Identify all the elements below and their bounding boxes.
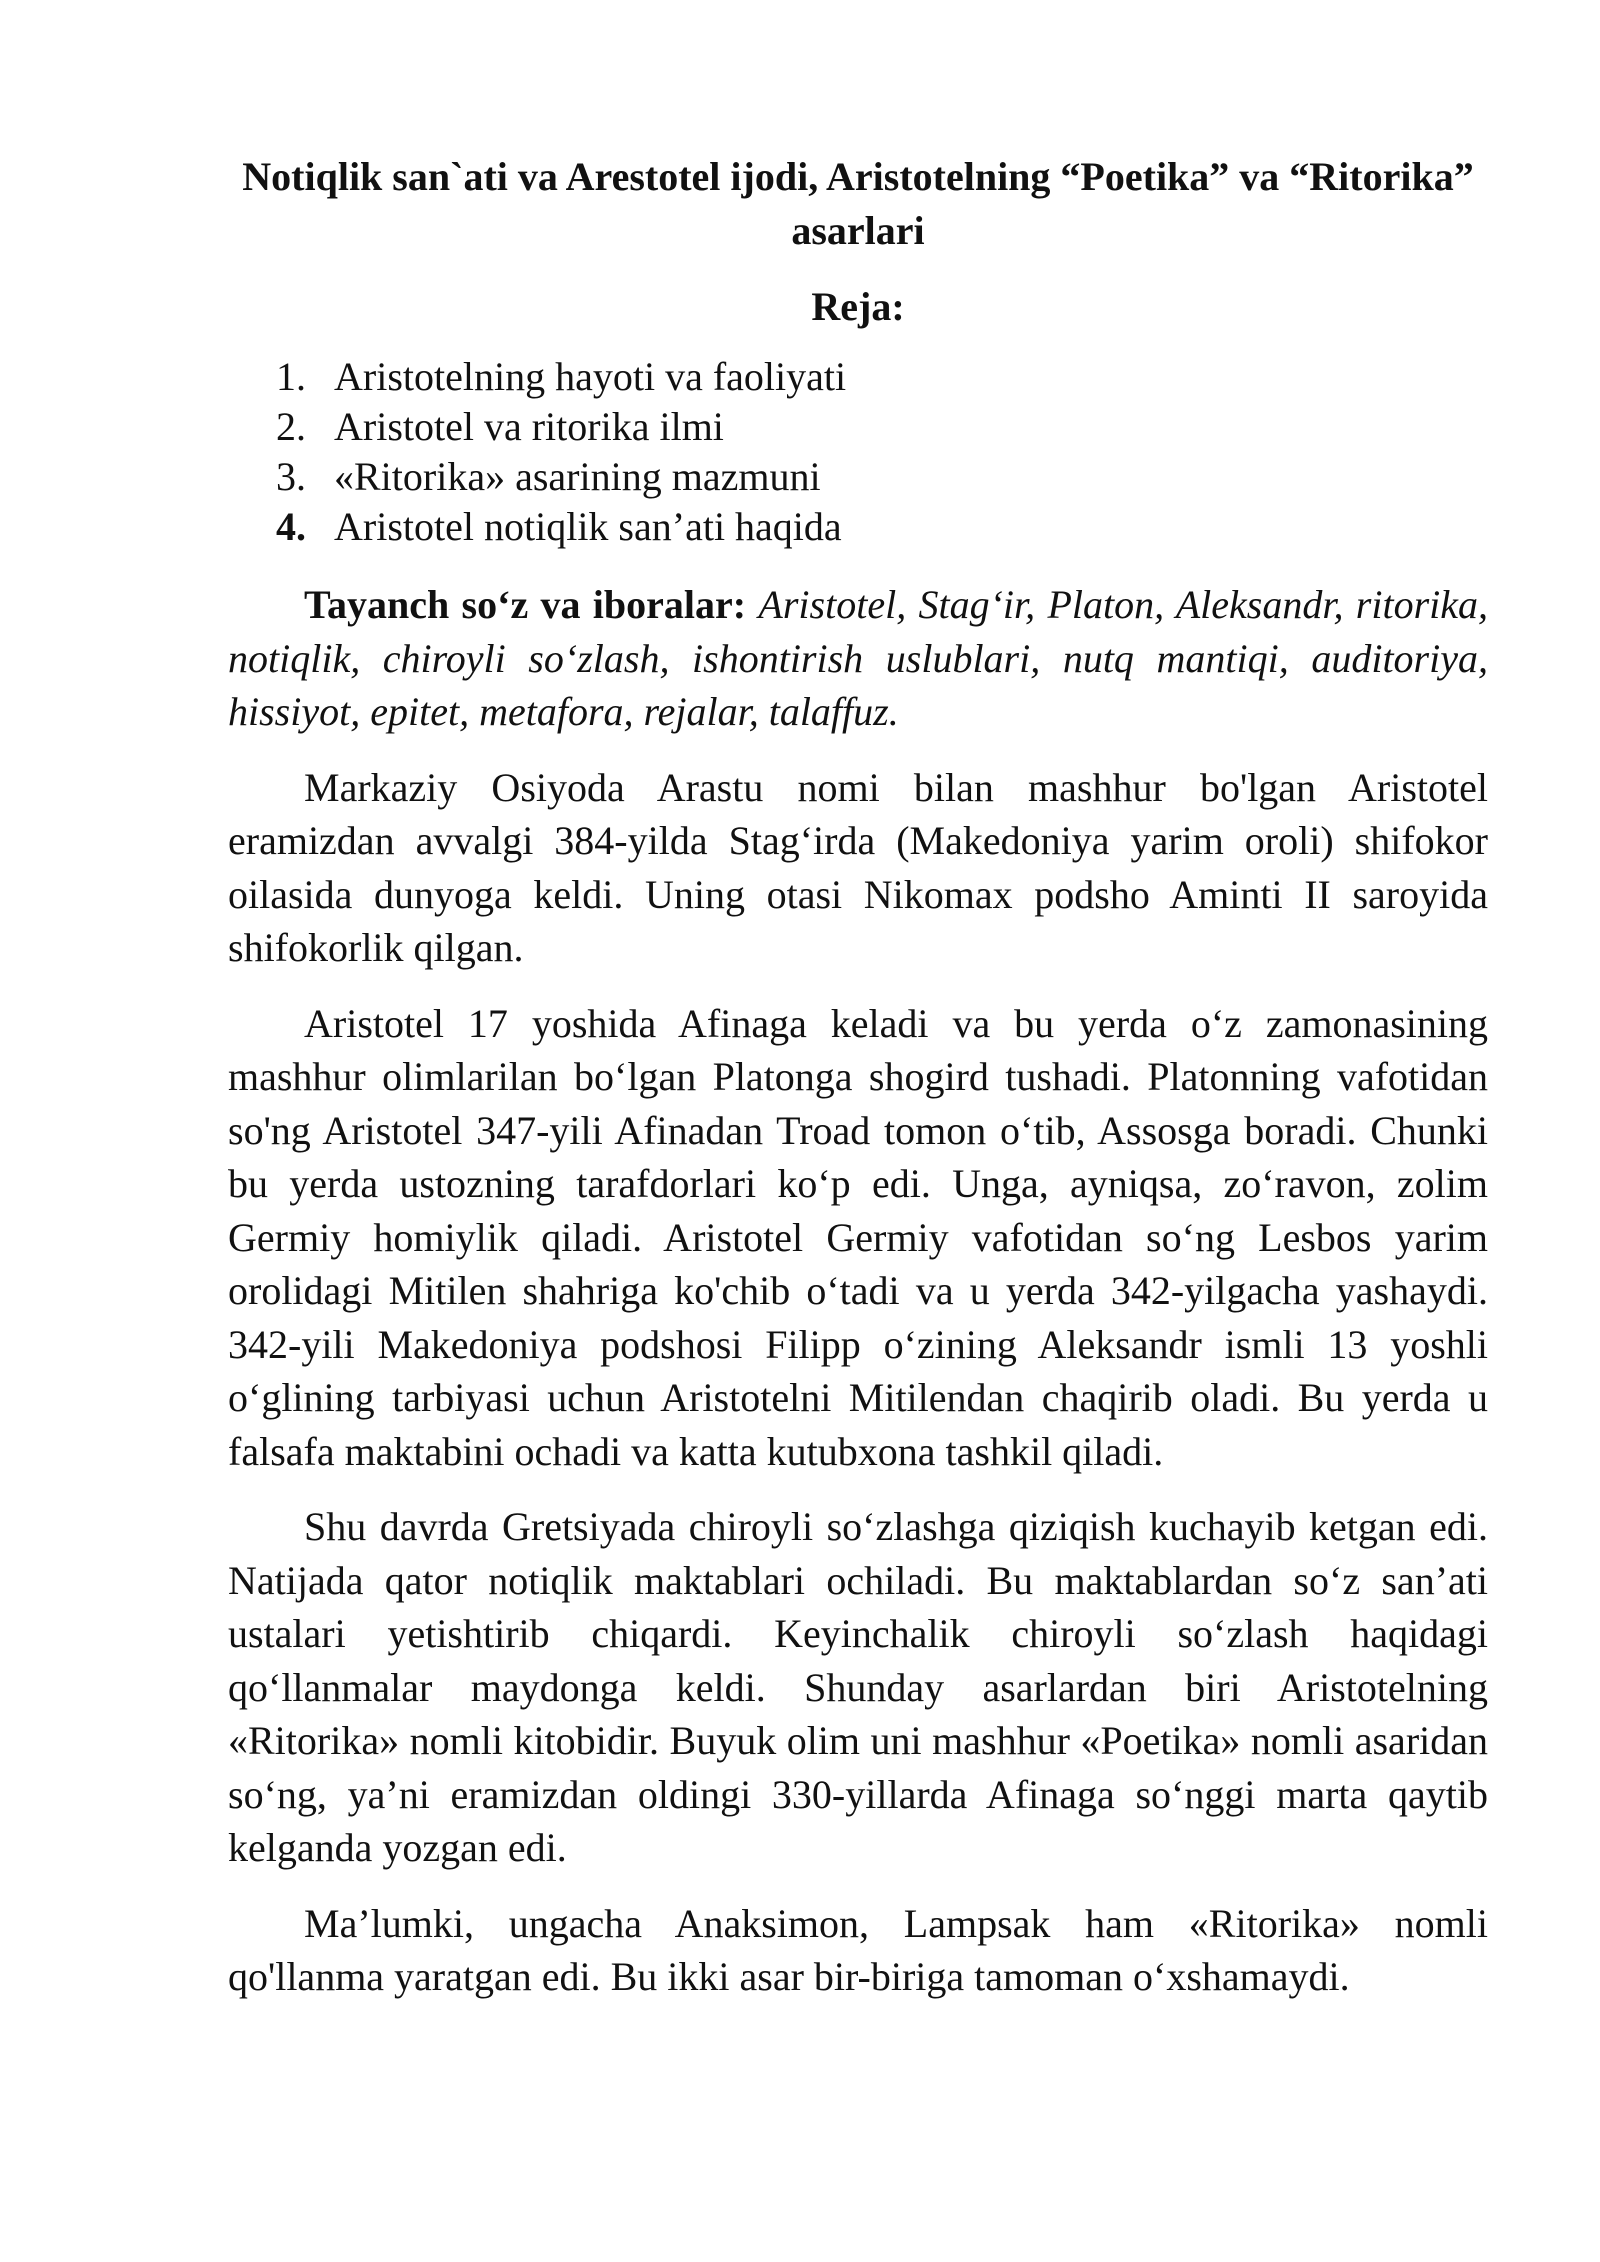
plan-item xyxy=(228,452,1488,502)
body-paragraph: Shu davrda Gretsiyada chiroyli so‘zlashga qiziqish kuchayib ketgan edi. Natijada qator notiqlik maktablari ochiladi. Bu maktablardan so‘z san’ati ustalari yetishtirib chiqardi. Keyinchalik chiroyli so‘zlash haqidagi qo‘llanmalar maydonga keldi. Shunday asarlardan biri Aristotelning «Ritorika» nomli kitobidir. Buyuk olim uni mashhur «Poetika» nomli asaridan so‘ng, ya’ni eramizdan oldingi 330-yillarda Afinaga so‘nggi marta qaytib kelganda yozgan edi. xyxy=(228,1504,1488,1870)
document-title: Notiqlik san`ati va Arestotel ijodi, Aristotelning “Poetika” va “Ritorika” asarlari xyxy=(242,154,1474,253)
plan-item-text: Aristotelning hayoti va faoliyati xyxy=(334,354,847,399)
plan-item-number: 1. xyxy=(276,354,306,399)
body-paragraph: Ma’lumki, ungacha Anaksimon, Lampsak ham «Ritorika» nomli qo'llanma yaratgan edi. Bu ikki asar bir-biriga tamoman o‘xshamaydi. xyxy=(228,1900,1488,1999)
body-paragraph: Markaziy Osiyoda Arastu nomi bilan mashhur bo'lgan Aristotel eramizdan avvalgi 384-yilda Stag‘irda (Makedoniya yarim oroli) shifokor oilasida dunyoga keldi. Uning otasi Nikomax podsho Aminti II saroyida shifokorlik qilgan. xyxy=(228,764,1488,970)
document-page xyxy=(228,150,1488,2004)
plan-heading: Reja: xyxy=(811,284,905,329)
plan-item-text: «Ritorika» asarining mazmuni xyxy=(334,454,821,499)
plan-item-number: 3. xyxy=(276,454,306,499)
plan-item xyxy=(228,402,1488,452)
plan-item-text: Aristotel notiqlik san’ati haqida xyxy=(334,504,842,549)
keywords-label: Tayanch so‘z va iboralar: xyxy=(304,582,747,627)
keywords-list: Aristotel, Stag‘ir, Platon, Aleksandr, ritorika, notiqlik, chiroyli so‘zlash, ishontirish uslublari, nutq mantiqi, auditoriya, hissiyot, epitet, metafora, rejalar, talaffuz. xyxy=(228,582,1489,734)
plan-list xyxy=(228,352,1488,552)
plan-item xyxy=(228,352,1488,402)
plan-item-number: 2. xyxy=(276,404,306,449)
plan-item-text: Aristotel va ritorika ilmi xyxy=(334,404,724,449)
plan-item xyxy=(228,502,1488,552)
keywords-paragraph xyxy=(228,578,1488,739)
plan-item-number: 4. xyxy=(276,504,306,549)
body-paragraph: Aristotel 17 yoshida Afinaga keladi va bu yerda o‘z zamonasining mashhur olimlarilan bo‘lgan Platonga shogird tushadi. Platonning vafotidan so'ng Aristotel 347-yili Afinadan Troad tomon o‘tib, Assosga boradi. Chunki bu yerda ustozning tarafdorlari ko‘p edi. Unga, ayniqsa, zo‘ravon, zolim Germiy homiylik qiladi. Aristotel Germiy vafotidan so‘ng Lesbos yarim orolidagi Mitilen shahriga ko'chib o‘tadi va u yerda 342-yilgacha yashaydi. 342-yili Makedoniya podshosi Filipp o‘zining Aleksandr ismli 13 yoshli o‘glining tarbiyasi uchun Aristotelni Mitilendan chaqirib oladi. Bu yerda u falsafa maktabini ochadi va katta kutubxona tashkil qiladi. xyxy=(228,1000,1488,1474)
